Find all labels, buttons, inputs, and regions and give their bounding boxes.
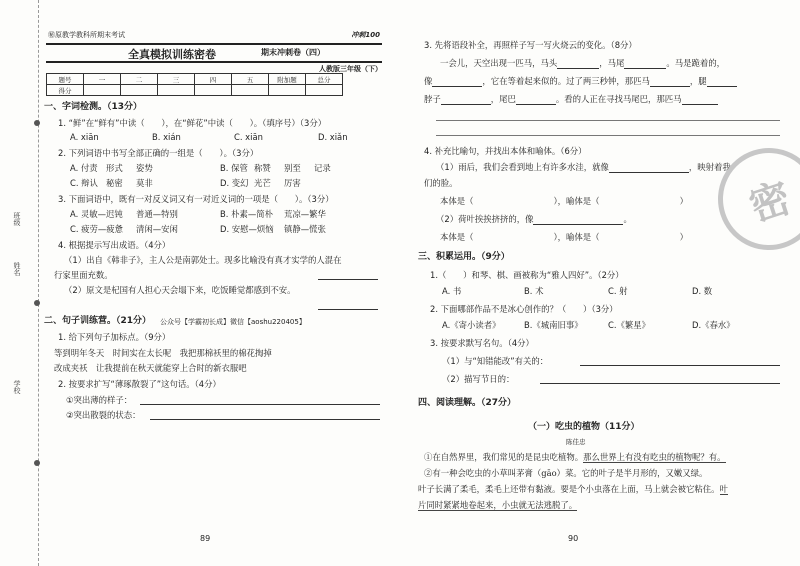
- option: 光芒: [254, 178, 271, 188]
- text-run: 一会儿，天空出现一匹马，马头: [440, 58, 558, 68]
- answer-blank[interactable]: [150, 410, 380, 420]
- answer-blank[interactable]: [580, 356, 780, 366]
- answer-blank[interactable]: [441, 95, 491, 105]
- question-text: 们的脸。: [424, 178, 458, 188]
- writing-line[interactable]: [436, 135, 780, 136]
- text-run: ，马尾: [599, 58, 625, 68]
- option-line: [70, 209, 390, 220]
- text-run: （2）荷叶挨挨挤挤的，像: [436, 214, 534, 224]
- question-text: ②突出散裂的状态：: [66, 410, 141, 420]
- option: D. xiǎn: [318, 132, 348, 142]
- option: C. 射: [608, 286, 628, 296]
- score-input-cell[interactable]: [232, 85, 269, 96]
- option: 秘密: [106, 178, 123, 188]
- page-number: 90: [568, 534, 579, 543]
- text-run: ）: [679, 196, 688, 206]
- text-run: 本体是（: [440, 196, 474, 206]
- question-text: 1. 给下列句子加标点。（9分）: [58, 332, 171, 342]
- option: 姿势: [136, 163, 153, 173]
- question-text: 3. 先将语段补全，再照样子写一写火烧云的变化。（8分）: [424, 40, 637, 50]
- option: D. 变幻: [220, 178, 249, 188]
- answer-blank[interactable]: [318, 270, 378, 280]
- brand-logo: 冲刺100: [351, 31, 380, 39]
- score-input-cell[interactable]: [269, 85, 306, 96]
- answer-blank[interactable]: [516, 95, 556, 105]
- section-heading: 二、句子训练营。（21分）: [44, 316, 152, 326]
- option: 镇静—慌张: [284, 224, 326, 234]
- fill-line: [424, 94, 718, 105]
- question-text: 2. 下面哪部作品不是冰心创作的？（ ）（3分）: [430, 304, 618, 314]
- option-line: [442, 286, 782, 297]
- question-text: ①突出薄的样子：: [66, 395, 133, 405]
- text-run: ②有一种会吃虫的小草叫茅膏（gāo）菜。它的叶子是半月形的，又嫩又绿。: [424, 468, 708, 478]
- text-run: 像: [424, 76, 433, 86]
- section-heading: 一、字词检测。（13分）: [44, 102, 143, 112]
- option: C. 疲劳—疲惫: [70, 224, 124, 234]
- table-cell: 二: [121, 74, 158, 85]
- option: 厉害: [284, 178, 301, 188]
- option: A. 付责: [70, 163, 98, 173]
- option-line: [70, 132, 348, 143]
- answer-blank[interactable]: [540, 374, 780, 384]
- text-run: ）: [679, 232, 688, 242]
- option: A. 灵敏—迟钝: [70, 209, 123, 219]
- table-cell: 总分: [306, 74, 343, 85]
- question-text: 行家里面充数。: [54, 270, 113, 280]
- passage-author: 陈佳忠: [566, 438, 586, 446]
- option: 普通—特别: [136, 209, 178, 219]
- option: B.《城南旧事》: [524, 320, 583, 330]
- sentence-line: 等到明年冬天 时间实在太长呢 我把那棉袄里的棉花掏掉: [54, 348, 272, 358]
- sentence-line: 改成夹袄 让我提前在秋天就能穿上合时的新衣服吧: [54, 363, 247, 373]
- answer-blank[interactable]: [707, 77, 737, 87]
- option: 别至: [284, 163, 301, 173]
- option: D. 数: [692, 286, 713, 296]
- option: C.《繁星》: [608, 320, 651, 330]
- passage-line: [424, 452, 726, 463]
- section-heading: 三、积累运用。（9分）: [418, 252, 510, 262]
- binding-hole: [34, 460, 40, 466]
- option: 莫非: [136, 178, 153, 188]
- binding-hole: [34, 120, 40, 126]
- promo-note: 公众号【学霸初长成】微信【aoshu220405】: [160, 318, 306, 326]
- fill-line: [440, 232, 688, 243]
- option: C. xiān: [234, 132, 263, 142]
- edition-label: 人教版三年级（下）: [319, 65, 382, 73]
- text-run: ，尾巴: [490, 94, 516, 104]
- fill-line: [436, 214, 632, 225]
- score-table: [46, 73, 343, 96]
- table-cell: 得分: [47, 85, 84, 96]
- section-heading: 四、阅读理解。（27分）: [418, 398, 517, 408]
- question-text: 1.（ ）和琴、棋、画被称为“雅人四好”。（2分）: [430, 270, 624, 280]
- text-run: （1）雨后，我们会看到地上有许多水洼，就像: [436, 162, 609, 172]
- series-name: ㊙原教学教科所期末考试: [48, 31, 125, 39]
- text-run: ，腿: [689, 76, 707, 86]
- answer-blank[interactable]: [318, 300, 378, 310]
- option: B. xián: [152, 132, 181, 142]
- answer-blank[interactable]: [624, 59, 666, 69]
- option: 记录: [314, 163, 331, 173]
- option-line: [70, 178, 390, 189]
- score-input-cell[interactable]: [158, 85, 195, 96]
- answer-blank[interactable]: [533, 215, 623, 225]
- fill-line: [424, 76, 737, 87]
- option-line: [70, 224, 390, 235]
- passage-line: [418, 484, 728, 495]
- question-text: 3. 下面词语中，既有一对反义词又有一对近义词的一项是（ ）。（3分）: [58, 194, 334, 204]
- question-text: 2. 下列词语中书写全部正确的一组是（ ）。（3分）: [58, 148, 259, 158]
- question-text: 4. 根据提示写出成语。（4分）: [58, 240, 171, 250]
- text-run: 。马是跪着的，: [666, 58, 725, 68]
- passage-line: [418, 500, 577, 511]
- text-run: ，映射着我: [688, 162, 731, 172]
- score-input-cell[interactable]: [195, 85, 232, 96]
- paper-subtitle: 期末冲刺卷（四）: [261, 48, 325, 57]
- option: B. 保管: [220, 163, 248, 173]
- option: 形式: [106, 163, 123, 173]
- text-run: ），喻体是（: [553, 232, 600, 242]
- question-text: （2）描写节日的：: [442, 374, 515, 384]
- text-run: 脖子: [424, 94, 441, 104]
- fill-line: [440, 58, 725, 69]
- score-input-cell[interactable]: [121, 85, 158, 96]
- option: D. 安慰—烦恼: [220, 224, 274, 234]
- page-number: 89: [200, 534, 211, 543]
- score-input-cell[interactable]: [306, 85, 343, 96]
- binding-school-label: 学校: [13, 380, 21, 394]
- fill-line: [440, 196, 688, 207]
- binding-class-label: 班级: [13, 212, 21, 226]
- text-run: 叶子长满了柔毛，柔毛上还带有黏液。要是个小虫落在上面，马上就会被它粘住。: [418, 484, 720, 494]
- question-text: （1）出自《韩非子》，主人公是南郭处士。现多比喻没有真才实学的人混在: [64, 255, 342, 265]
- underlined-text: 叶: [719, 484, 728, 494]
- binding-name-label: 姓名: [13, 262, 21, 276]
- question-text: 3. 按要求默写名句。（4分）: [430, 338, 534, 348]
- option: A.《寄小读者》: [442, 320, 501, 330]
- answer-blank[interactable]: [650, 77, 690, 87]
- option: A. 书: [442, 286, 462, 296]
- option: A. xiān: [70, 132, 99, 142]
- question-text: 4. 补充比喻句，并找出本体和喻体。（6分）: [424, 146, 587, 156]
- option: B. 术: [524, 286, 544, 296]
- table-cell: 附加题: [269, 74, 306, 85]
- answer-blank[interactable]: [682, 95, 718, 105]
- option: 荒凉—繁华: [284, 209, 326, 219]
- question-text: （1）与“知错能改”有关的：: [442, 356, 549, 366]
- text-run: ①在自然界里，我们常见的是昆虫吃植物。: [424, 452, 584, 462]
- answer-blank[interactable]: [557, 59, 599, 69]
- text-run: ，它在等着起来似的。过了两三秒钟，那匹马: [482, 76, 650, 86]
- option: 称赞: [254, 163, 271, 173]
- option: C. 辩认: [70, 178, 98, 188]
- question-text: 2. 按要求扩写“薄琢散裂了”这句话。（4分）: [58, 379, 221, 389]
- table-cell: 题号: [47, 74, 84, 85]
- option: 清闲—安闲: [136, 224, 178, 234]
- binding-hole: [34, 300, 40, 306]
- paper-title: 全真模拟训练密卷: [128, 48, 216, 61]
- option: B. 朴素—简朴: [220, 209, 273, 219]
- title-band: [46, 43, 382, 63]
- passage-title: （一）吃虫的植物（11分）: [528, 422, 640, 432]
- text-run: 。看的人正在寻找马尾巴，那匹马: [555, 94, 682, 104]
- fill-line: [436, 162, 731, 173]
- underlined-text: 那么世界上有没有吃虫的植物呢？有。: [583, 452, 726, 462]
- text-run: 。: [623, 214, 632, 224]
- underlined-text: 片同时紧紧地卷起来，小虫就无法逃脱了。: [418, 500, 578, 510]
- question-text: （2）原文是杞国有人担心天会塌下来，吃饭睡觉都感到不安。: [64, 285, 296, 295]
- text-run: ），喻体是（: [553, 196, 600, 206]
- table-cell: 四: [195, 74, 232, 85]
- score-input-cell[interactable]: [84, 85, 121, 96]
- answer-blank[interactable]: [432, 77, 482, 87]
- watermark-seal: 密: [705, 135, 800, 264]
- text-run: 本体是（: [440, 232, 474, 242]
- option-line: [70, 163, 390, 174]
- table-cell: 三: [158, 74, 195, 85]
- table-cell: 五: [232, 74, 269, 85]
- option-line: [442, 320, 782, 331]
- writing-line[interactable]: [436, 120, 780, 121]
- table-row: [47, 74, 343, 85]
- passage-line: [424, 468, 707, 479]
- table-row: [47, 85, 343, 96]
- question-text: 1. “鲜”在“鲜有”中读（ ），在“鲜花”中读（ ）。（填序号）（3分）: [58, 118, 327, 128]
- option: D.《春水》: [692, 320, 735, 330]
- answer-blank[interactable]: [609, 163, 689, 173]
- table-cell: 一: [84, 74, 121, 85]
- right-page: [400, 0, 800, 566]
- binding-strip: [0, 0, 39, 566]
- answer-blank[interactable]: [140, 395, 380, 405]
